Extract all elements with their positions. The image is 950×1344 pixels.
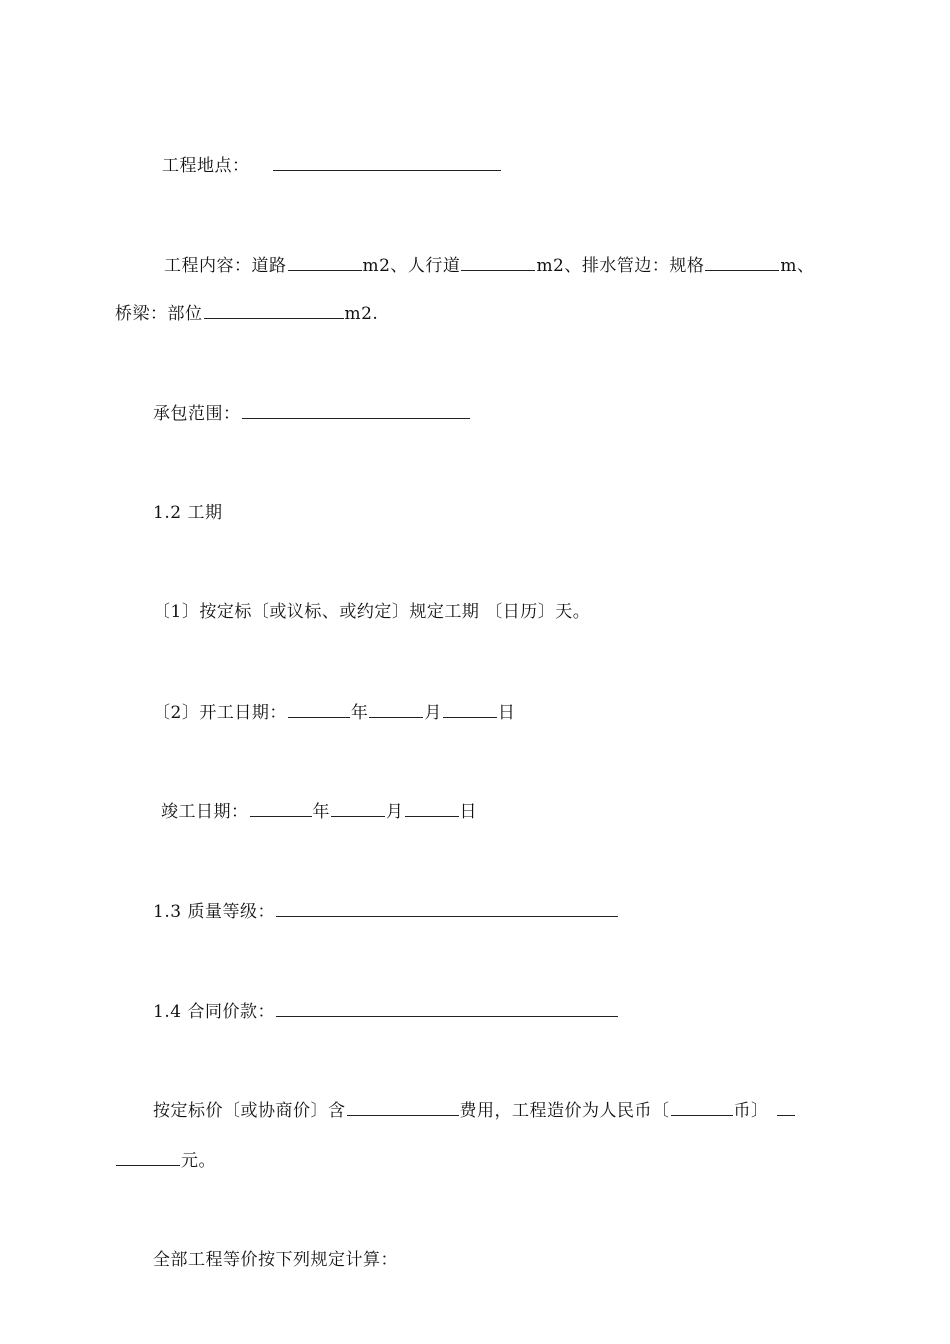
- quality-label: 1.3 质量等级：: [153, 902, 275, 922]
- road-area-blank[interactable]: [288, 254, 362, 271]
- scope-blank[interactable]: [242, 402, 470, 419]
- drain-spec-blank[interactable]: [705, 254, 779, 271]
- start-year-blank[interactable]: [288, 701, 350, 718]
- pricing-text-c: 币〕: [733, 1101, 769, 1121]
- content-unit-m: m、: [780, 256, 815, 276]
- content-bridge-label: 桥梁：部位: [115, 304, 203, 324]
- quality-line: [153, 900, 619, 923]
- pricing-line-2: [115, 1149, 216, 1172]
- finish-month-label: 月: [386, 802, 404, 822]
- quality-blank[interactable]: [276, 900, 618, 917]
- content-bridge-unit: m2.: [344, 304, 379, 324]
- pricing-text-a: 按定标价〔或协商价〕含: [153, 1101, 346, 1121]
- amount-blank-a[interactable]: [777, 1099, 795, 1116]
- location-blank[interactable]: [273, 154, 501, 171]
- start-date-line: [153, 701, 515, 724]
- finish-year-label: 年: [312, 802, 330, 822]
- price-line: [153, 1000, 619, 1023]
- location-line: [162, 154, 502, 177]
- currency-blank[interactable]: [671, 1099, 733, 1116]
- sidewalk-area-blank[interactable]: [461, 254, 535, 271]
- content-label: 工程内容：道路: [164, 256, 287, 276]
- content-line-1: [164, 254, 815, 277]
- content-line-2: [115, 302, 378, 325]
- finish-day-label: 日: [459, 802, 477, 822]
- content-unit-m2-a: m2、人行道: [362, 256, 461, 276]
- price-label: 1.4 合同价款：: [153, 1002, 275, 1022]
- amount-blank-b[interactable]: [116, 1149, 180, 1166]
- finish-date-line: [161, 800, 477, 823]
- finish-day-blank[interactable]: [405, 800, 459, 817]
- calc-line: 全部工程等价按下列规定计算：: [153, 1250, 398, 1270]
- duration-item-1: 〔1〕按定标〔或议标、或约定〕规定工期 〔日历〕天。: [153, 602, 591, 622]
- finish-month-blank[interactable]: [331, 800, 385, 817]
- duration-heading: 1.2 工期: [153, 503, 223, 523]
- start-month-blank[interactable]: [369, 701, 423, 718]
- start-month-label: 月: [424, 703, 442, 723]
- start-day-blank[interactable]: [443, 701, 497, 718]
- pricing-line-1: [153, 1099, 796, 1122]
- content-unit-m2-b: m2、排水管边：规格: [536, 256, 705, 276]
- location-label: 工程地点：: [162, 156, 250, 176]
- finish-year-blank[interactable]: [250, 800, 312, 817]
- start-year-label: 年: [350, 703, 369, 723]
- start-date-label: 〔2〕开工日期：: [153, 703, 287, 723]
- price-blank[interactable]: [276, 1000, 618, 1017]
- bridge-area-blank[interactable]: [204, 302, 344, 319]
- fee-blank[interactable]: [347, 1099, 459, 1116]
- scope-label: 承包范围：: [153, 404, 241, 424]
- finish-date-label: 竣工日期：: [161, 802, 249, 822]
- pricing-text-b: 费用，工程造价为人民币〔: [459, 1101, 670, 1121]
- start-day-label: 日: [497, 703, 516, 723]
- scope-line: [153, 402, 471, 425]
- pricing-text-d: 元。: [181, 1151, 216, 1171]
